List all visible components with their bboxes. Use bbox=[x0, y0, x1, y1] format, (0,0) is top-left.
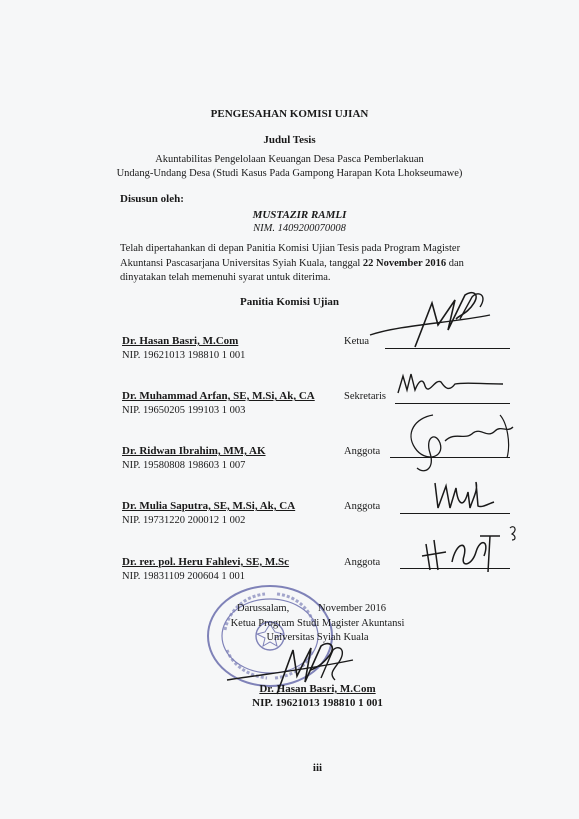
member-role: Ketua bbox=[344, 336, 370, 347]
signature-ketua-icon bbox=[360, 285, 510, 355]
thesis-title-line-1: Akuntabilitas Pengelolaan Keuangan Desa Pasca Pemberlakuan bbox=[155, 154, 424, 165]
signature-sekretaris-icon bbox=[395, 368, 515, 408]
exam-date: 22 November 2016 bbox=[362, 257, 447, 269]
statement-line-2 bbox=[120, 257, 520, 272]
member-name: Dr. Ridwan Ibrahim, MM, AK bbox=[122, 445, 266, 457]
member-nip: NIP. 19731220 200012 1 002 bbox=[122, 515, 246, 526]
page-number: iii bbox=[312, 762, 323, 774]
statement-line-3: dinyatakan telah memenuhi syarat untuk diterima. bbox=[120, 272, 331, 283]
member-role: Anggota bbox=[344, 557, 381, 568]
member-name: Dr. Mulia Saputra, SE, M.Si, Ak, CA bbox=[122, 500, 296, 512]
author-nim: NIM. 1409200070008 bbox=[253, 223, 346, 234]
closing-signer-name: Dr. Hasan Basri, M.Com bbox=[259, 683, 376, 695]
approval-statement bbox=[120, 242, 520, 286]
signature-anggota-1-icon bbox=[395, 413, 525, 478]
member-name: Dr. Muhammad Arfan, SE, M.Si, Ak, CA bbox=[122, 390, 315, 402]
member-nip: NIP. 19621013 198810 1 001 bbox=[122, 350, 246, 361]
closing-position-line-1: Ketua Program Studi Magister Akuntansi bbox=[230, 618, 405, 629]
statement-line-1: Telah dipertahankan di depan Panitia Komisi Ujian Tesis pada Program Magister bbox=[120, 243, 461, 254]
statement-line-2a: Akuntansi Pascasarjana Universitas Syiah Kuala, tanggal bbox=[120, 257, 363, 269]
thesis-title-heading: Judul Tesis bbox=[263, 134, 316, 146]
closing-position-line-2: Universitas Syiah Kuala bbox=[266, 632, 369, 643]
signature-anggota-3-icon bbox=[418, 522, 528, 582]
closing-date: November 2016 bbox=[318, 603, 386, 614]
closing-place: Darussalam, bbox=[237, 603, 290, 614]
member-name: Dr. Hasan Basri, M.Com bbox=[122, 335, 239, 347]
member-nip: NIP. 19580808 198603 1 007 bbox=[122, 460, 246, 471]
statement-line-2b: dan bbox=[446, 257, 464, 269]
closing-signer-nip: NIP. 19621013 198810 1 001 bbox=[252, 697, 383, 709]
author-name: MUSTAZIR RAMLI bbox=[252, 209, 347, 221]
member-nip: NIP. 19650205 199103 1 003 bbox=[122, 405, 246, 416]
member-role: Sekretaris bbox=[344, 391, 386, 402]
thesis-title-line-2: Undang-Undang Desa (Studi Kasus Pada Gampong Harapan Kota Lhokseumawe) bbox=[116, 168, 463, 179]
page-title: PENGESAHAN KOMISI UJIAN bbox=[210, 108, 369, 120]
signature-anggota-2-icon bbox=[430, 478, 510, 518]
authored-by-label: Disusun oleh: bbox=[120, 193, 184, 205]
member-name: Dr. rer. pol. Heru Fahlevi, SE, M.Sc bbox=[122, 556, 290, 568]
member-role: Anggota bbox=[344, 446, 381, 457]
member-role: Anggota bbox=[344, 501, 381, 512]
committee-heading: Panitia Komisi Ujian bbox=[239, 296, 339, 308]
member-nip: NIP. 19831109 200604 1 001 bbox=[122, 571, 245, 582]
